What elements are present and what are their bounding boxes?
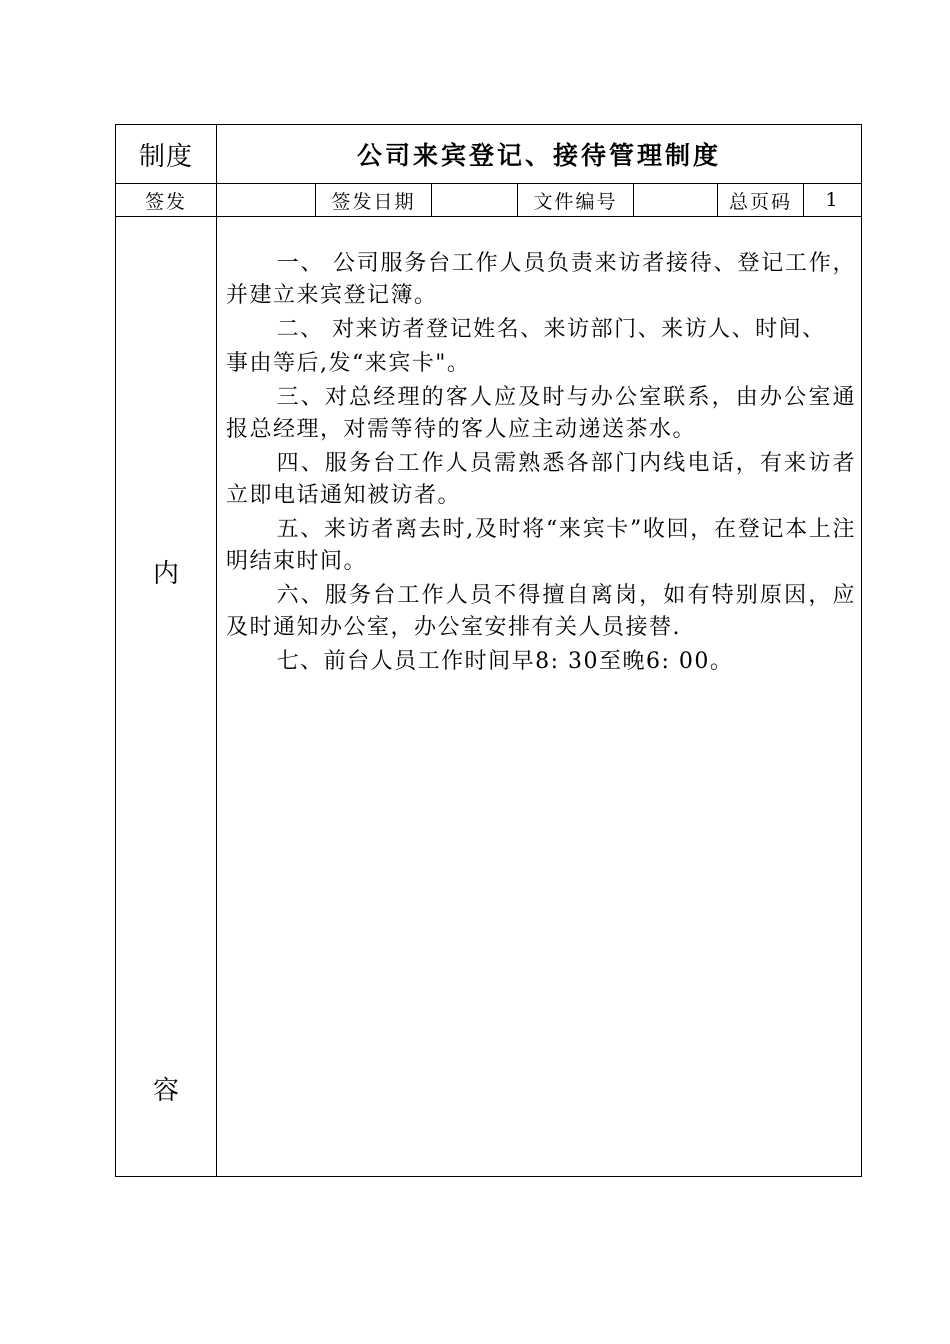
- regulation-form: [115, 124, 862, 1177]
- total-pages-label: 总页码: [728, 190, 792, 213]
- doc-number-value: [634, 184, 717, 216]
- left-column-divider: [216, 125, 217, 1176]
- regulation-content: [226, 248, 856, 680]
- issue-date-label: 签发日期: [331, 190, 416, 213]
- paragraph-7: 七、前台人员工作时间早8: 30至晚6: 00。: [276, 649, 734, 674]
- doc-number-label: 文件编号: [533, 190, 618, 213]
- issuer-value: [217, 184, 315, 216]
- category-label: 制度: [138, 141, 193, 172]
- paragraph-3: 三、对总经理的客人应及时与办公室联系，由办公室通报总经理，对需等待的客人应主动递送茶水。: [226, 385, 856, 442]
- paragraph-5: 五、来访者离去时,及时将“来宾卡”收回，在登记本上注明结束时间。: [226, 517, 856, 574]
- content-side-label-bottom: 容: [152, 1076, 179, 1106]
- paragraph-4: 四、服务台工作人员需熟悉各部门内线电话，有来访者立即电话通知被访者。: [226, 451, 856, 508]
- issue-date-value: [432, 184, 517, 216]
- issuer-label: 签发: [144, 190, 187, 213]
- paragraph-2: 二、 对来访者登记姓名、来访部门、来访人、时间、: [276, 317, 826, 342]
- paragraph-6: 六、服务台工作人员不得擅自离岗，如有特别原因，应及时通知办公室，办公室安排有关人员接替.: [226, 583, 856, 640]
- paragraph-1: 一、 公司服务台工作人员负责来访者接待、登记工作，并建立来宾登记簿。: [226, 251, 856, 308]
- paragraph-2-continuation: 事由等后,发“来宾卡"。: [226, 351, 471, 376]
- content-side-label-top: 内: [152, 559, 179, 589]
- page-title: 公司来宾登记、接待管理制度: [356, 141, 721, 170]
- meta-divider: [116, 216, 861, 217]
- total-pages-value: 1: [825, 189, 840, 211]
